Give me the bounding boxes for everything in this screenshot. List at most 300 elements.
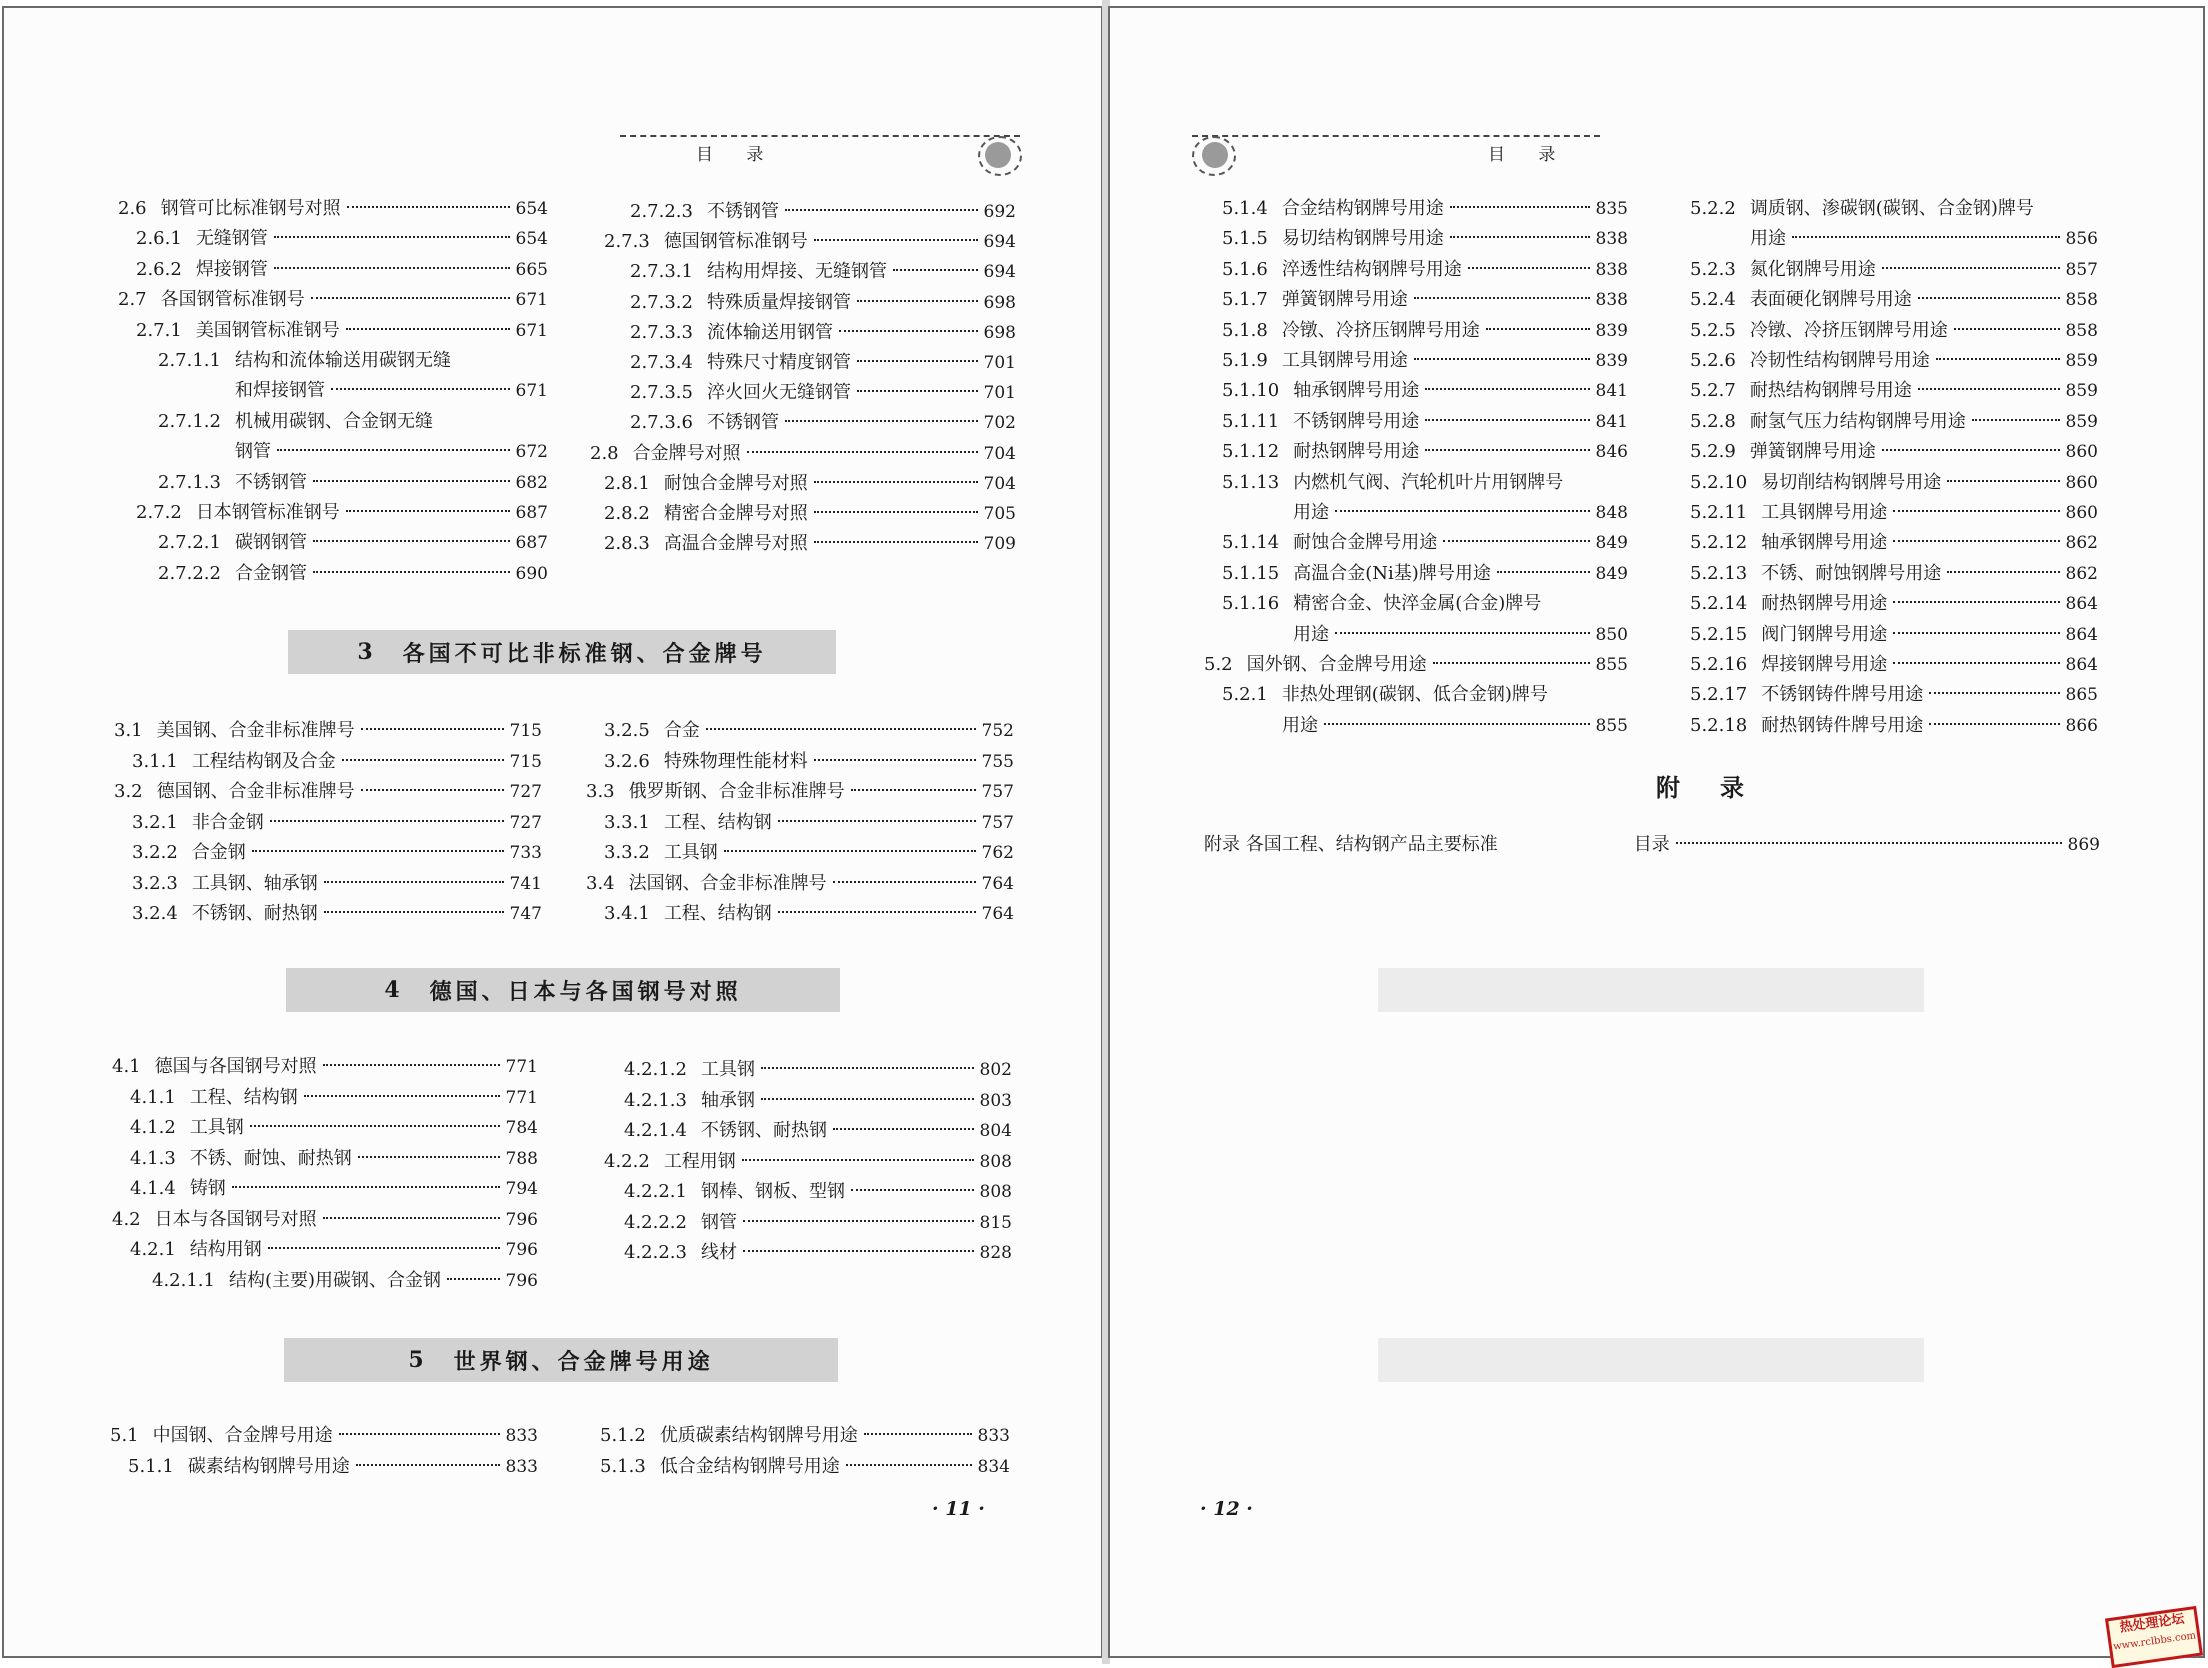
toc-entry-continuation: [1282, 713, 1628, 739]
toc-number: 2.7: [118, 289, 147, 311]
toc-title: 各国钢管标准钢号: [160, 289, 305, 311]
toc-title: 日本与各国钢号对照: [154, 1208, 317, 1230]
toc-page: 862: [2065, 533, 2098, 554]
toc-number: 5.2.17: [1690, 684, 1748, 706]
chapter-3-banner: [288, 630, 836, 674]
dot-leader: [1947, 571, 2059, 573]
toc-entry: [630, 410, 1016, 436]
toc-page: 859: [2065, 381, 2098, 402]
dot-leader: [814, 511, 978, 513]
chapter-4-number: 4: [384, 977, 404, 1003]
toc-number: 5.2.11: [1690, 502, 1748, 523]
dot-leader: [1893, 662, 2059, 664]
dot-leader: [724, 850, 976, 852]
dot-leader: [268, 1247, 500, 1249]
dot-leader: [274, 236, 510, 238]
toc-page: 838: [1595, 290, 1628, 311]
toc-number: 3.3.1: [604, 811, 650, 833]
toc-entry: [590, 441, 1016, 467]
dot-leader: [743, 1220, 974, 1222]
ghost-banner-4: [1378, 968, 1924, 1012]
toc-title: 俄罗斯钢、合金非标准牌号: [628, 781, 845, 802]
toc-title: 合金牌号对照: [632, 442, 741, 464]
toc-number: 2.7.2.3: [630, 201, 693, 222]
toc-number: 2.6: [118, 198, 147, 219]
toc-number: 5.1.3: [600, 1455, 646, 1477]
toc-number: 5.1: [110, 1425, 139, 1446]
dot-leader: [232, 1186, 500, 1188]
toc-title: 耐热钢牌号用途: [1293, 441, 1420, 463]
dot-leader: [785, 209, 978, 211]
toc-entry: [604, 901, 1014, 927]
toc-number: 3.4.1: [604, 903, 650, 924]
toc-page: 771: [505, 1087, 538, 1108]
toc-title: 工具钢牌号用途: [1761, 502, 1888, 523]
dot-leader: [1929, 692, 2059, 694]
toc-page: 682: [515, 472, 548, 493]
toc-number: 5.1.13: [1222, 471, 1280, 493]
dot-leader: [857, 300, 978, 302]
toc-title: 美国钢、合金非标准牌号: [156, 720, 355, 741]
toc-page: 849: [1595, 563, 1628, 584]
dot-leader: [313, 571, 510, 573]
toc-entry: [1690, 530, 2098, 556]
toc-number: 5.2.8: [1690, 410, 1736, 432]
dot-leader: [313, 480, 510, 482]
chapter-4-banner: [286, 968, 840, 1012]
page-number-left: · 11 ·: [932, 1498, 985, 1520]
toc-page: 727: [509, 782, 542, 802]
toc-title: 内燃机气阀、汽轮机叶片用钢牌号: [1293, 471, 1564, 493]
toc-entry: [600, 1454, 1010, 1480]
toc-page: 796: [505, 1240, 538, 1260]
toc-number: 5.2.3: [1690, 258, 1736, 280]
toc-entry: [130, 1146, 538, 1172]
toc-page: 841: [1595, 411, 1628, 432]
toc-entry: [1222, 409, 1628, 435]
dot-leader: [331, 388, 510, 390]
toc-entry: [1690, 713, 2098, 739]
toc-entry: [132, 810, 542, 836]
toc-page: 690: [515, 563, 548, 584]
dot-leader: [778, 820, 976, 822]
toc-title: 冷韧性结构钢牌号用途: [1749, 350, 1930, 371]
toc-number: 3.3.2: [604, 842, 650, 863]
toc-number: 5.2.18: [1690, 714, 1748, 736]
toc-number: 3.2.3: [132, 872, 178, 894]
toc-title: 不锈钢管: [234, 471, 307, 493]
dot-leader: [833, 881, 976, 883]
toc-number: 5.1.7: [1222, 289, 1268, 311]
dot-leader: [1414, 358, 1590, 360]
toc-page: 864: [2065, 655, 2098, 675]
toc-page: 671: [515, 381, 548, 402]
dot-leader: [761, 1098, 974, 1100]
toc-title: 流体输送用钢管: [706, 321, 833, 343]
toc-title: 工具钢: [189, 1117, 244, 1138]
toc-page: 864: [2065, 624, 2098, 645]
dot-leader: [361, 789, 504, 791]
dot-leader: [1936, 358, 2060, 360]
toc-entry: [1690, 591, 2098, 617]
toc-page: 702: [983, 413, 1016, 434]
ghost-banner-5: [1378, 1338, 1924, 1382]
toc-page: 757: [981, 812, 1014, 833]
dot-leader: [742, 1159, 974, 1161]
toc-page: 839: [1595, 351, 1628, 371]
toc-title: 结构用钢: [189, 1239, 262, 1260]
toc-page: 862: [2065, 563, 2098, 584]
toc-number: 4.2.1.4: [624, 1120, 687, 1141]
toc-number: 3.1.1: [132, 750, 178, 772]
toc-page: 835: [1595, 199, 1628, 219]
toc-number: 3.2.4: [132, 903, 178, 924]
toc-page: 796: [505, 1209, 538, 1230]
toc-number: 2.7.2: [136, 502, 182, 523]
toc-number: 2.8: [590, 442, 619, 464]
toc-page: 859: [2065, 411, 2098, 432]
dot-leader: [706, 728, 976, 730]
toc-entry: [158, 470, 548, 496]
dot-leader: [761, 1067, 974, 1069]
dot-leader: [1468, 267, 1590, 269]
toc-title: 工程结构钢及合金: [191, 750, 336, 772]
toc-entry: [1222, 682, 1548, 708]
toc-number: 2.8.3: [604, 533, 650, 555]
toc-entry: [130, 1176, 538, 1202]
chapter-3-title: 各国不可比非标准钢、合金牌号: [402, 640, 767, 667]
toc-number: 5.2: [1204, 654, 1233, 675]
toc-title: 用途: [1293, 502, 1329, 523]
toc-entry: [604, 531, 1016, 557]
dot-leader: [356, 1464, 500, 1466]
dot-leader: [1882, 449, 2060, 451]
toc-title: 结构用焊接、无缝钢管: [706, 261, 887, 283]
appendix-page: 869: [2067, 835, 2100, 855]
toc-number: 5.1.11: [1222, 410, 1280, 432]
toc-number: 5.1.14: [1222, 532, 1280, 554]
toc-number: 5.1.1: [128, 1455, 174, 1477]
toc-page: 764: [981, 904, 1014, 924]
toc-page: 692: [983, 202, 1016, 222]
toc-entry: [158, 561, 548, 587]
toc-title: 焊接钢牌号用途: [1761, 654, 1888, 675]
toc-entry: [1690, 287, 2098, 313]
toc-title: 合金钢管: [234, 562, 307, 584]
toc-entry: [158, 348, 451, 374]
dot-leader: [1414, 297, 1590, 299]
toc-entry: [158, 409, 433, 435]
dot-leader: [304, 1095, 500, 1097]
toc-title: 钢管: [235, 441, 271, 463]
chapter-5-title: 世界钢、合金牌号用途: [453, 1348, 714, 1375]
toc-title: 美国钢管标准钢号: [195, 319, 340, 341]
chapter-5-number: 5: [408, 1347, 428, 1373]
toc-number: 5.1.2: [600, 1425, 646, 1446]
appendix-label: 附录 各国工程、结构钢产品主要标准: [1204, 834, 1498, 855]
toc-page: 864: [2065, 594, 2098, 615]
dot-leader: [274, 267, 510, 269]
toc-title: 淬透性结构钢牌号用途: [1281, 258, 1462, 280]
toc-number: 3.1: [114, 720, 143, 741]
toc-entry: [600, 1423, 1010, 1449]
toc-entry: [1222, 530, 1628, 556]
toc-number: 5.1.12: [1222, 441, 1280, 463]
dot-leader: [1918, 297, 2060, 299]
toc-title: 无缝钢管: [195, 228, 268, 250]
toc-page: 752: [981, 721, 1014, 741]
toc-page: 865: [2065, 685, 2098, 706]
toc-entry: [1690, 622, 2098, 648]
toc-title: 不锈、耐蚀、耐热钢: [189, 1147, 352, 1169]
toc-title: 特殊物理性能材料: [663, 750, 808, 772]
toc-title: 耐氢气压力结构钢牌号用途: [1749, 410, 1966, 432]
toc-entry: [1222, 226, 1628, 252]
toc-page: 687: [515, 503, 548, 523]
toc-entry: [1690, 561, 2098, 587]
toc-page: 860: [2065, 472, 2098, 493]
dot-leader: [1792, 236, 2060, 238]
toc-title: 钢管: [700, 1211, 737, 1233]
toc-title: 非热处理钢(碳钢、低合金钢)牌号: [1281, 684, 1548, 706]
toc-entry: [1690, 318, 2098, 344]
toc-number: 5.1.16: [1222, 593, 1280, 615]
toc-entry: [132, 901, 542, 927]
watermark-url: www.rclbbs.com: [2112, 1630, 2197, 1653]
dot-leader: [1433, 662, 1590, 664]
toc-page: 709: [983, 534, 1016, 555]
toc-number: 5.2.10: [1690, 471, 1748, 493]
toc-title: 易切结构钢牌号用途: [1281, 228, 1444, 250]
toc-entry: [1222, 287, 1628, 313]
toc-title: 高温合金牌号对照: [663, 533, 808, 555]
toc-number: 4.2.1: [130, 1239, 176, 1260]
toc-number: 3.2: [114, 781, 143, 802]
toc-entry: [132, 840, 542, 866]
toc-entry-continuation: [1750, 226, 2098, 252]
toc-entry: [132, 749, 542, 775]
toc-entry: [114, 718, 542, 744]
toc-number: 5.2.15: [1690, 623, 1748, 645]
toc-entry: [118, 196, 548, 222]
toc-page: 705: [983, 504, 1016, 524]
chapter-5-banner: [284, 1338, 838, 1382]
dot-leader: [1324, 723, 1590, 725]
toc-title: 弹簧钢牌号用途: [1281, 289, 1408, 311]
toc-title: 碳钢钢管: [234, 532, 307, 554]
toc-title: 焊接钢管: [195, 258, 268, 280]
dot-leader: [1954, 328, 2060, 330]
toc-entry: [136, 257, 548, 283]
header-dot-outline-right: [1192, 136, 1236, 176]
toc-title: 线材: [700, 1242, 737, 1263]
toc-page: 757: [981, 782, 1014, 802]
toc-page: 856: [2065, 229, 2098, 250]
dot-leader: [1893, 540, 2059, 542]
dot-leader: [814, 541, 978, 543]
toc-title: 弹簧钢牌号用途: [1749, 441, 1876, 463]
toc-number: 5.2.13: [1690, 562, 1748, 584]
toc-entry: [128, 1454, 538, 1480]
toc-title: 中国钢、合金牌号用途: [152, 1425, 333, 1446]
dot-leader: [893, 269, 978, 271]
toc-page: 850: [1595, 624, 1628, 645]
toc-page: 654: [515, 199, 548, 219]
toc-number: 2.8.2: [604, 503, 650, 524]
toc-page: 701: [983, 383, 1016, 404]
toc-entry: [630, 259, 1016, 285]
toc-entry: [1690, 652, 2098, 678]
watermark-text: 热处理论坛: [2118, 1611, 2186, 1636]
toc-entry: [1222, 378, 1628, 404]
dot-leader: [358, 1156, 500, 1158]
dot-leader: [311, 297, 510, 299]
toc-number: 4.1.1: [130, 1086, 176, 1108]
toc-number: 3.3: [586, 781, 615, 802]
toc-title: 工程用钢: [663, 1150, 736, 1172]
dot-leader: [324, 881, 504, 883]
toc-entry: [604, 229, 1016, 255]
toc-entry-continuation: [235, 378, 548, 404]
toc-entry: [136, 226, 548, 252]
toc-entry-continuation: [1293, 622, 1628, 648]
toc-title: 工具钢、轴承钢: [191, 872, 318, 894]
toc-title: 合金钢: [191, 842, 246, 863]
toc-title: 轴承钢: [700, 1089, 755, 1111]
dot-leader: [1893, 601, 2059, 603]
toc-entry: [1690, 500, 2098, 526]
dot-leader: [1443, 540, 1589, 542]
dot-leader: [857, 360, 978, 362]
dot-leader: [447, 1278, 500, 1280]
toc-number: 5.2.14: [1690, 593, 1748, 615]
toc-page: 698: [983, 292, 1016, 313]
toc-title: 结构和流体输送用碳钢无缝: [234, 350, 451, 371]
toc-entry: [1222, 318, 1628, 344]
toc-title: 法国钢、合金非标准牌号: [628, 872, 827, 894]
toc-page: 715: [509, 751, 542, 772]
dot-leader: [846, 1464, 972, 1466]
toc-entry: [624, 1179, 1012, 1205]
toc-entry: [604, 810, 1014, 836]
toc-number: 4.2.1.2: [624, 1059, 687, 1080]
toc-title: 工具钢: [700, 1059, 755, 1080]
toc-number: 4.2.2: [604, 1150, 650, 1172]
toc-entry: [1690, 196, 2034, 222]
toc-page: 803: [979, 1090, 1012, 1111]
dot-leader: [778, 911, 976, 913]
dot-leader: [1882, 267, 2060, 269]
toc-title: 机械用碳钢、合金钢无缝: [234, 410, 433, 432]
toc-title: 合金: [663, 720, 700, 741]
toc-page: 860: [2065, 503, 2098, 523]
toc-number: 5.1.10: [1222, 380, 1280, 402]
dot-leader: [864, 1433, 972, 1435]
toc-title: 日本钢管标准钢号: [195, 502, 340, 523]
toc-title: 轴承钢牌号用途: [1761, 532, 1888, 554]
toc-page: 794: [505, 1179, 538, 1199]
toc-entry: [1222, 348, 1628, 374]
toc-number: 2.7.1.2: [158, 410, 221, 432]
toc-number: 2.6.1: [136, 228, 182, 250]
toc-page: 694: [983, 262, 1016, 283]
toc-title: 阀门钢牌号用途: [1761, 623, 1888, 645]
toc-page: 704: [983, 443, 1016, 464]
toc-title: 特殊质量焊接钢管: [706, 291, 851, 313]
toc-entry: [630, 380, 1016, 406]
toc-title: 耐热钢牌号用途: [1761, 593, 1888, 615]
toc-number: 2.8.1: [604, 472, 650, 494]
toc-page: 804: [979, 1121, 1012, 1141]
toc-page: 715: [509, 721, 542, 741]
toc-title: 铸钢: [189, 1178, 226, 1199]
toc-number: 5.2.1: [1222, 684, 1268, 706]
dot-leader: [1425, 419, 1589, 421]
toc-title: 高温合金(Ni基)牌号用途: [1293, 562, 1491, 584]
toc-number: 5.1.9: [1222, 350, 1268, 371]
toc-title: 不锈钢管: [706, 201, 779, 222]
toc-number: 4.2.2.3: [624, 1242, 687, 1263]
toc-page: 796: [505, 1270, 538, 1291]
toc-page: 833: [505, 1456, 538, 1477]
toc-title: 冷镦、冷挤压钢牌号用途: [1749, 319, 1948, 341]
toc-entry: [1690, 409, 2098, 435]
dot-leader: [339, 1433, 500, 1435]
toc-title: 和焊接钢管: [235, 380, 325, 402]
toc-entry: [114, 779, 542, 805]
toc-number: 5.1.4: [1222, 198, 1268, 219]
toc-page: 848: [1595, 503, 1628, 523]
toc-entry-continuation: [235, 439, 548, 465]
toc-number: 2.7.1.1: [158, 350, 221, 371]
dot-leader: [851, 1189, 974, 1191]
toc-number: 3.2.2: [132, 842, 178, 863]
toc-page: 858: [2065, 320, 2098, 341]
toc-title: 调质钢、渗碳钢(碳钢、合金钢)牌号: [1749, 198, 2034, 219]
toc-title: 氮化钢牌号用途: [1749, 258, 1876, 280]
dot-leader: [1450, 206, 1590, 208]
toc-title: 轴承钢牌号用途: [1293, 380, 1420, 402]
toc-entry: [1222, 561, 1628, 587]
toc-title: 淬火回火无缝钢管: [706, 382, 851, 404]
toc-page: 802: [979, 1060, 1012, 1080]
dot-leader: [252, 850, 504, 852]
toc-number: 5.2.2: [1690, 198, 1736, 219]
toc-entry: [630, 350, 1016, 376]
toc-page: 846: [1595, 442, 1628, 463]
toc-page: 698: [983, 322, 1016, 343]
toc-page: 762: [981, 843, 1014, 863]
toc-entry: [1690, 682, 2098, 708]
toc-title: 德国钢管标准钢号: [663, 231, 808, 253]
toc-entry: [604, 749, 1014, 775]
toc-title: 工程、结构钢: [189, 1086, 298, 1108]
header-left: 目 录: [696, 145, 778, 165]
header-dot-outline-left: [978, 136, 1022, 176]
toc-title: 工具钢: [663, 842, 718, 863]
toc-number: 2.7.3.2: [630, 291, 693, 313]
toc-number: 5.1.15: [1222, 562, 1280, 584]
toc-entry: [152, 1268, 538, 1294]
dot-leader: [839, 330, 978, 332]
toc-number: 4.1.2: [130, 1117, 176, 1138]
toc-entry: [1222, 257, 1628, 283]
toc-page: 834: [977, 1456, 1010, 1477]
toc-entry: [112, 1207, 538, 1233]
toc-page: 841: [1595, 381, 1628, 402]
toc-entry: [1222, 196, 1628, 222]
toc-page: 741: [509, 873, 542, 894]
